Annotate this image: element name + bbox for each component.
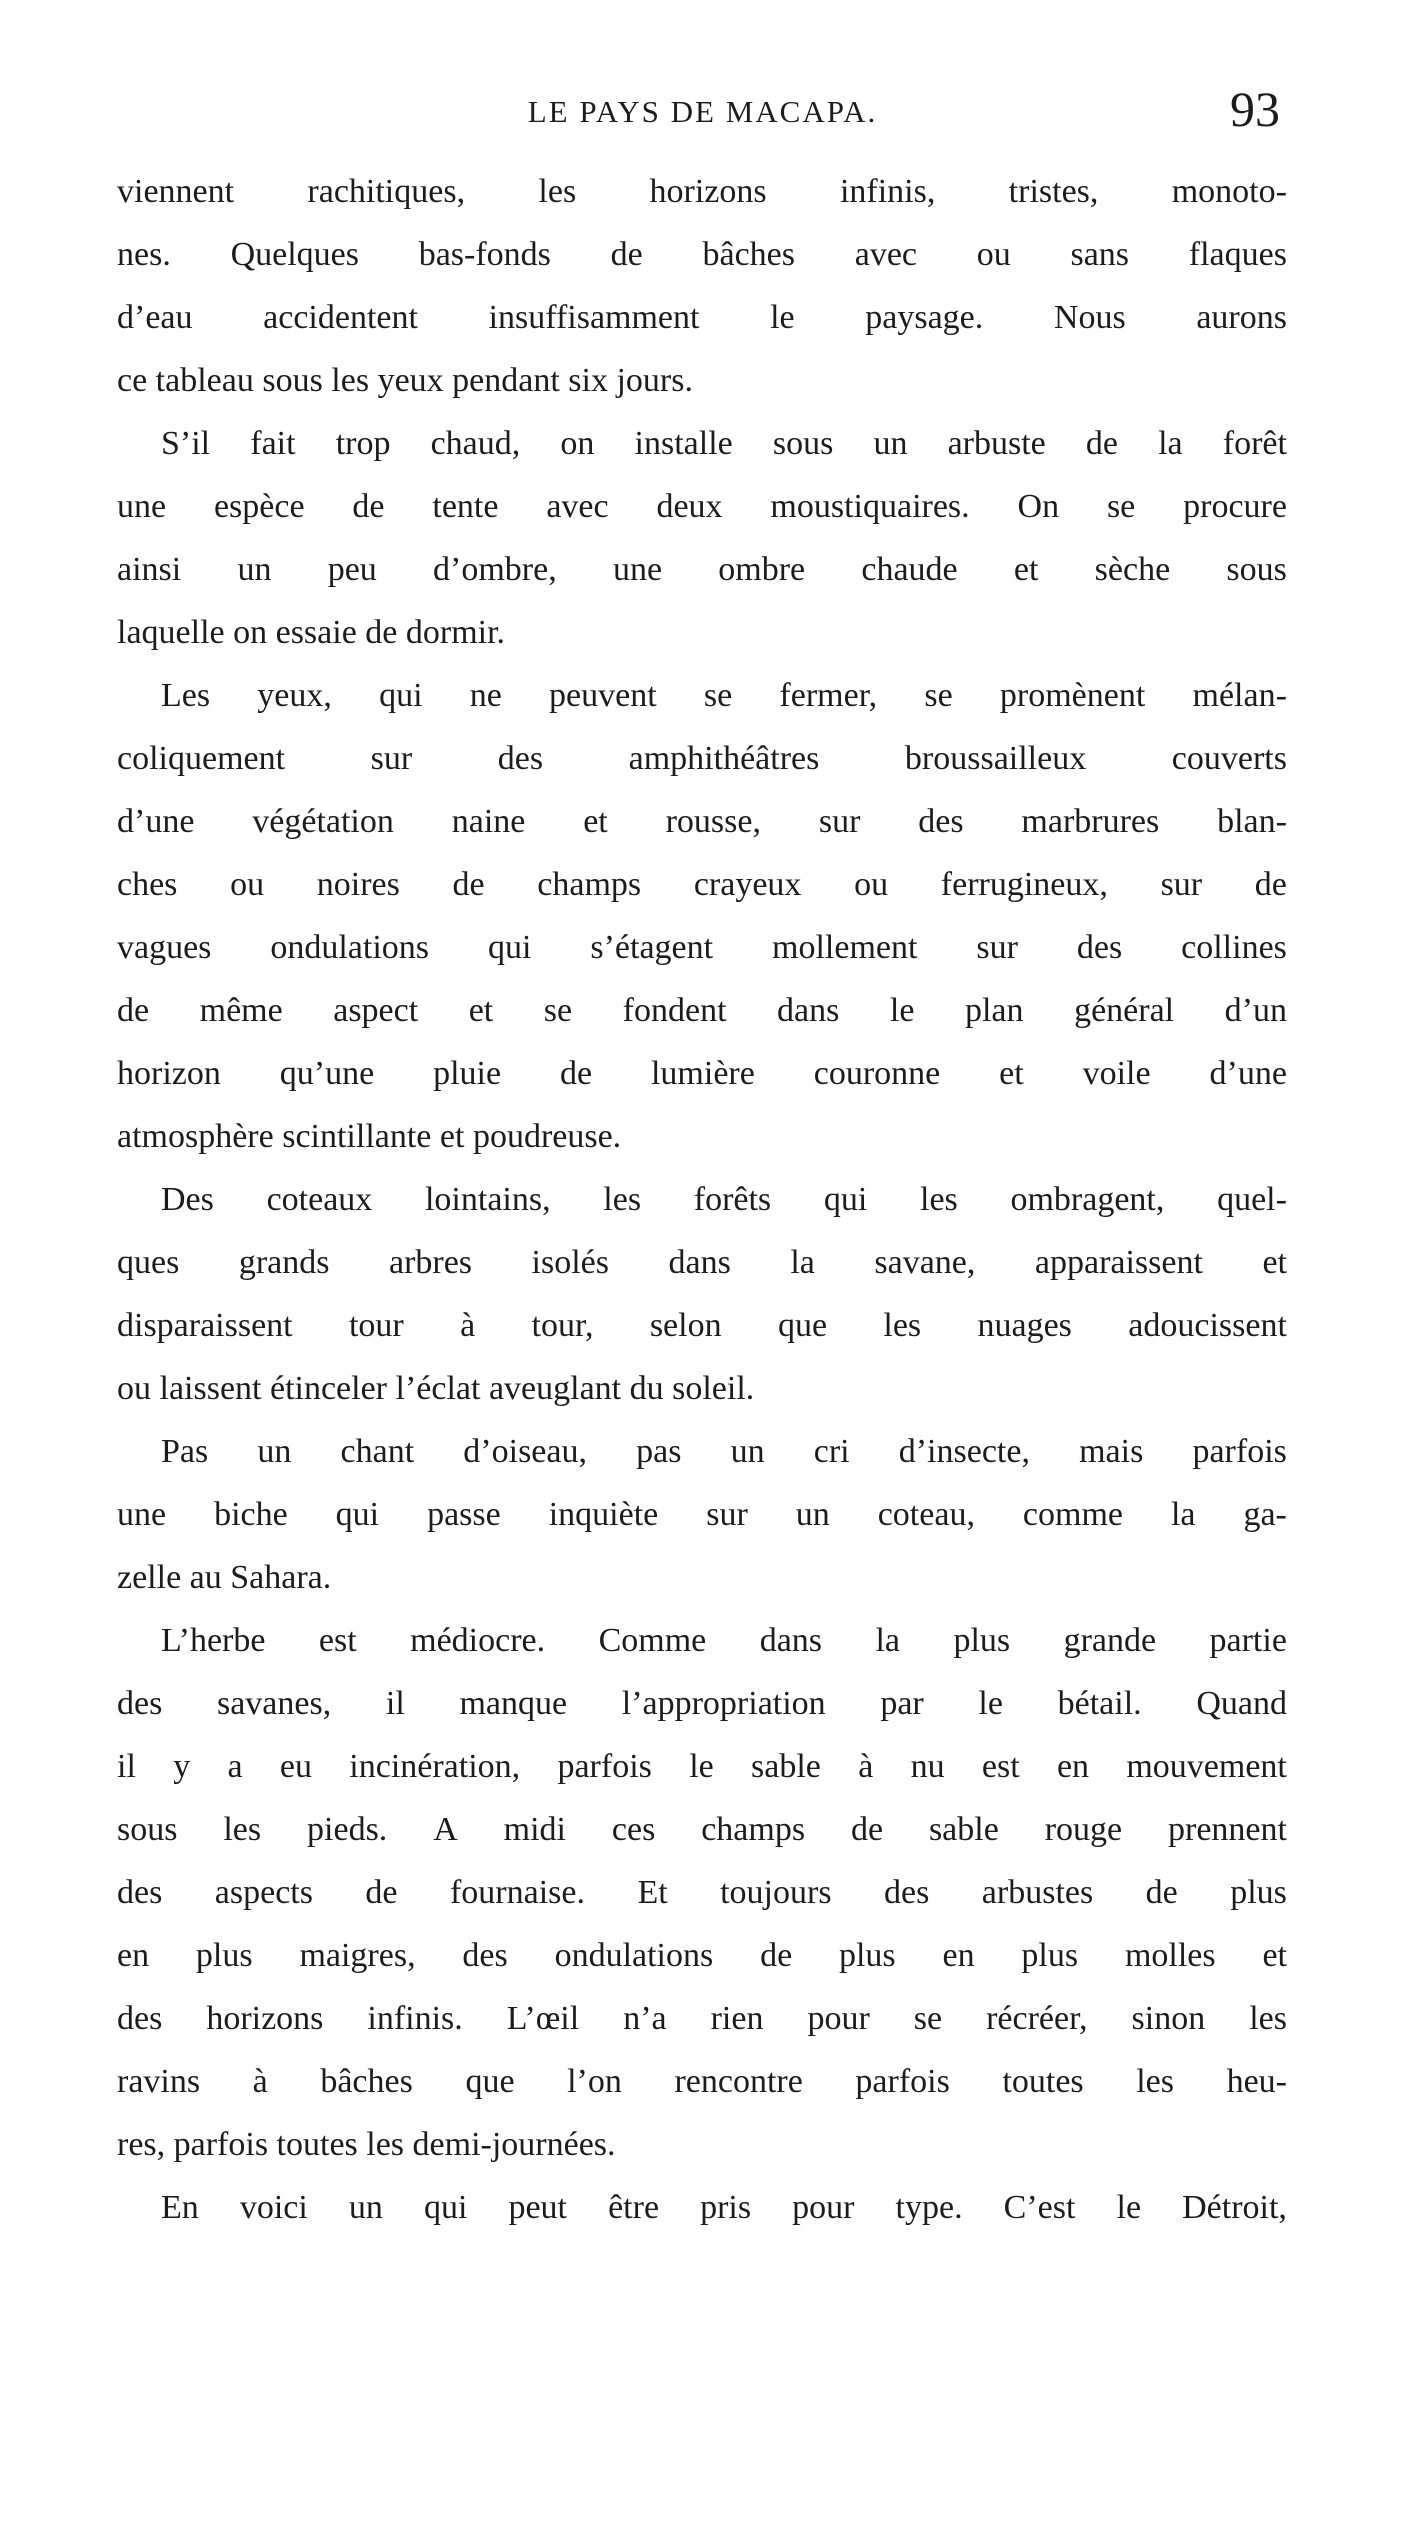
running-title: LE PAYS DE MACAPA. <box>527 94 878 129</box>
word: de <box>1145 1874 1178 1911</box>
word: horizons <box>206 2000 324 2037</box>
word: fournaise. <box>449 1874 585 1911</box>
word: prennent <box>1168 1811 1287 1848</box>
word: lumière <box>650 1055 755 1092</box>
word: les <box>538 173 577 210</box>
word: nu <box>910 1748 945 1785</box>
word: arbustes <box>981 1874 1094 1911</box>
text-line <box>117 853 1287 916</box>
word: maigres, <box>299 1937 416 1974</box>
word: y <box>173 1748 191 1785</box>
word: tour, <box>531 1307 594 1344</box>
text-line <box>117 1987 1287 2050</box>
word: eu <box>279 1748 312 1785</box>
word: de <box>1254 866 1287 903</box>
word: pluie <box>433 1055 502 1092</box>
word: midi <box>503 1811 566 1848</box>
word: l’appropriation <box>621 1685 826 1722</box>
word: on <box>560 425 595 462</box>
word: plus <box>1230 1874 1287 1911</box>
word: des <box>117 1685 163 1722</box>
word: ou <box>976 236 1011 273</box>
word: fermer, <box>779 677 878 714</box>
word: de <box>352 488 385 525</box>
word: aurons <box>1196 299 1287 336</box>
word: des <box>497 740 544 777</box>
word: des <box>462 1937 508 1974</box>
word: de <box>1085 425 1118 462</box>
word: apparaissent <box>1034 1244 1203 1281</box>
word: S’il <box>161 425 211 462</box>
word: deux <box>656 488 723 525</box>
word: coteaux <box>266 1181 373 1218</box>
word: ferrugineux, <box>940 866 1108 903</box>
word: nes. <box>117 236 171 273</box>
word: en <box>117 1937 150 1974</box>
word: sur <box>818 803 861 840</box>
word: s’étagent <box>590 929 714 966</box>
text-line <box>117 2176 1287 2239</box>
word: général <box>1074 992 1175 1029</box>
word: ainsi <box>117 551 182 588</box>
word: toujours <box>720 1874 832 1911</box>
text-line <box>117 790 1287 853</box>
word: ombre <box>718 551 806 588</box>
word: et <box>999 1055 1024 1092</box>
word: yeux, <box>257 677 332 714</box>
word: plus <box>838 1937 896 1974</box>
word: d’oiseau, <box>463 1433 587 1470</box>
word: lointains, <box>424 1181 551 1218</box>
word: le <box>1116 2189 1142 2226</box>
word: des <box>884 1874 930 1911</box>
word: a <box>227 1748 243 1785</box>
word: ces <box>611 1811 656 1848</box>
word: naine <box>451 803 526 840</box>
word: les <box>1249 2000 1287 2037</box>
text-line <box>117 1168 1287 1231</box>
word: le <box>689 1748 714 1785</box>
word: plan <box>964 992 1024 1029</box>
word: dans <box>759 1622 823 1659</box>
page-number: 93 <box>1230 81 1280 137</box>
word: mélan- <box>1192 677 1287 714</box>
word: ques <box>117 1244 180 1281</box>
word: installe <box>634 425 733 462</box>
word: plus <box>1021 1937 1079 1974</box>
word: quel- <box>1217 1181 1287 1218</box>
text-line <box>117 223 1287 286</box>
word: d’eau <box>117 299 193 336</box>
word: d’une <box>1209 1055 1287 1092</box>
word: végétation <box>252 803 394 840</box>
word: plus <box>953 1622 1011 1659</box>
word: sur <box>1160 866 1203 903</box>
word: insuffisamment <box>488 299 700 336</box>
word: grande <box>1063 1622 1157 1659</box>
word: des <box>1076 929 1123 966</box>
word: L’herbe <box>161 1622 266 1659</box>
word: n’a <box>623 2000 667 2037</box>
word: sur <box>706 1496 748 1533</box>
word: il <box>117 1748 136 1785</box>
word: se <box>543 992 573 1029</box>
word: horizons <box>649 173 767 210</box>
word: dans <box>777 992 840 1029</box>
word: rouge <box>1044 1811 1123 1848</box>
word: une <box>117 1496 167 1533</box>
text-line: ce tableau sous les yeux pendant six jours. <box>117 362 693 399</box>
word: en <box>1056 1748 1090 1785</box>
text-line: zelle au Sahara. <box>117 1559 332 1596</box>
word: et <box>468 992 494 1029</box>
word: pas <box>636 1433 682 1470</box>
word: monoto- <box>1171 173 1287 210</box>
word: coliquement <box>117 740 286 777</box>
text-line <box>117 1735 1287 1798</box>
word: sous <box>117 1811 178 1848</box>
word: dans <box>668 1244 731 1281</box>
word: couronne <box>813 1055 941 1092</box>
text-line <box>117 1672 1287 1735</box>
word: avec <box>854 236 918 273</box>
word: les <box>603 1181 642 1218</box>
word: ou <box>230 866 265 903</box>
word: ne <box>469 677 502 714</box>
word: se <box>913 2000 943 2037</box>
word: un <box>348 2189 383 2226</box>
word: grands <box>238 1244 330 1281</box>
word: sinon <box>1131 2000 1206 2037</box>
word: mollement <box>772 929 918 966</box>
word: et <box>1013 551 1039 588</box>
word: des <box>918 803 964 840</box>
text-line <box>117 1798 1287 1861</box>
word: plus <box>195 1937 253 1974</box>
word: qu’une <box>279 1055 375 1092</box>
word: chant <box>340 1433 415 1470</box>
text-line: res, parfois toutes les demi-journées. <box>117 2126 616 2163</box>
word: un <box>237 551 272 588</box>
word: le <box>978 1685 1003 1722</box>
word: avec <box>546 488 609 525</box>
word: un <box>257 1433 292 1470</box>
word: couverts <box>1171 740 1287 777</box>
word: horizon <box>117 1055 221 1092</box>
word: à <box>858 1748 874 1785</box>
word: une <box>117 488 167 525</box>
word: récréer, <box>986 2000 1088 2037</box>
word: des <box>117 1874 163 1911</box>
word: arbuste <box>947 425 1046 462</box>
word: Pas <box>161 1433 209 1470</box>
word: pris <box>700 2189 752 2226</box>
word: selon <box>649 1307 722 1344</box>
text-line <box>117 160 1287 223</box>
word: être <box>608 2189 660 2226</box>
word: même <box>199 992 283 1029</box>
word: sèche <box>1094 551 1171 588</box>
word: type. <box>895 2189 963 2226</box>
word: Quelques <box>230 236 359 273</box>
word: collines <box>1181 929 1287 966</box>
word: amphithéâtres <box>628 740 820 777</box>
word: des <box>117 2000 163 2037</box>
word: une <box>612 551 663 588</box>
word: de <box>452 866 485 903</box>
word: et <box>1262 1244 1287 1281</box>
word: pour <box>807 2000 870 2037</box>
word: molles <box>1124 1937 1216 1974</box>
word: rien <box>710 2000 764 2037</box>
word: de <box>365 1874 398 1911</box>
text-line <box>117 538 1287 601</box>
word: sans <box>1070 236 1130 273</box>
word: viennent <box>117 173 235 210</box>
word: peuvent <box>549 677 657 714</box>
word: d’insecte, <box>898 1433 1030 1470</box>
word: cri <box>813 1433 850 1470</box>
word: partie <box>1209 1622 1287 1659</box>
word: sable <box>928 1811 999 1848</box>
word: incinération, <box>349 1748 521 1785</box>
word: champs <box>537 866 642 903</box>
word: Des <box>161 1181 214 1218</box>
word: il <box>385 1685 405 1722</box>
text-line <box>117 1924 1287 1987</box>
word: tente <box>432 488 499 525</box>
word: ravins <box>117 2063 201 2100</box>
word: peut <box>508 2189 568 2226</box>
word: promènent <box>999 677 1146 714</box>
text-line <box>117 1483 1287 1546</box>
word: peu <box>327 551 377 588</box>
text-line <box>117 412 1287 475</box>
word: Détroit, <box>1182 2189 1287 2226</box>
word: moustiquaires. <box>770 488 970 525</box>
text-line <box>117 664 1287 727</box>
text-line <box>117 1042 1287 1105</box>
word: parfois <box>1192 1433 1287 1470</box>
word: Quand <box>1196 1685 1287 1722</box>
word: qui <box>487 929 532 966</box>
word: Et <box>637 1874 668 1911</box>
word: coteau, <box>877 1496 975 1533</box>
text-line <box>117 1231 1287 1294</box>
word: savane, <box>874 1244 976 1281</box>
word: L’œil <box>506 2000 580 2037</box>
word: à <box>252 2063 268 2100</box>
word: tristes, <box>1008 173 1099 210</box>
word: accidentent <box>263 299 418 336</box>
word: ches <box>117 866 178 903</box>
word: qui <box>423 2189 468 2226</box>
word: ombragent, <box>1010 1181 1165 1218</box>
word: un <box>795 1496 830 1533</box>
word: que <box>777 1307 828 1344</box>
word: aspects <box>214 1874 313 1911</box>
word: adoucissent <box>1128 1307 1287 1344</box>
word: se <box>1106 488 1136 525</box>
word: mouvement <box>1126 1748 1287 1785</box>
word: forêt <box>1222 425 1287 462</box>
word: la <box>1170 1496 1196 1533</box>
word: A <box>433 1811 458 1848</box>
word: arbres <box>388 1244 473 1281</box>
text-line <box>117 1294 1287 1357</box>
word: noires <box>316 866 400 903</box>
word: Comme <box>598 1622 707 1659</box>
word: la <box>875 1622 900 1659</box>
body-text <box>117 160 1287 2239</box>
word: ga- <box>1243 1496 1287 1533</box>
text-line: atmosphère scintillante et poudreuse. <box>117 1118 622 1155</box>
word: qui <box>823 1181 868 1218</box>
word: rencontre <box>674 2063 803 2100</box>
word: de <box>760 1937 793 1974</box>
word: est <box>981 1748 1020 1785</box>
word: espèce <box>213 488 305 525</box>
text-line <box>117 1861 1287 1924</box>
word: les <box>223 1811 262 1848</box>
word: bâches <box>320 2063 413 2100</box>
word: nuages <box>977 1307 1072 1344</box>
word: infinis. <box>367 2000 463 2037</box>
word: d’une <box>117 803 195 840</box>
word: pour <box>792 2189 855 2226</box>
word: flaques <box>1188 236 1287 273</box>
text-line <box>117 916 1287 979</box>
word: procure <box>1183 488 1287 525</box>
word: inquiète <box>548 1496 659 1533</box>
text-line <box>117 475 1287 538</box>
word: et <box>583 803 608 840</box>
word: paysage. <box>865 299 984 336</box>
word: forêts <box>693 1181 772 1218</box>
word: biche <box>214 1496 288 1533</box>
word: les <box>920 1181 958 1218</box>
word: sous <box>772 425 834 462</box>
text-line <box>117 286 1287 349</box>
word: tour <box>348 1307 404 1344</box>
word: heu- <box>1226 2063 1287 2100</box>
word: passe <box>427 1496 501 1533</box>
word: par <box>880 1685 924 1722</box>
text-line <box>117 1609 1287 1672</box>
word: manque <box>459 1685 568 1722</box>
word: de <box>559 1055 593 1092</box>
word: de <box>117 992 150 1029</box>
word: de <box>610 236 643 273</box>
word: ondulations <box>270 929 430 966</box>
word: crayeux <box>693 866 802 903</box>
word: pieds. <box>307 1811 388 1848</box>
word: sous <box>1226 551 1287 588</box>
word: sur <box>370 740 413 777</box>
word: broussailleux <box>904 740 1087 777</box>
word: mais <box>1079 1433 1144 1470</box>
word: chaud, <box>430 425 521 462</box>
word: le <box>770 299 795 336</box>
word: un <box>730 1433 765 1470</box>
word: disparaissent <box>117 1307 293 1344</box>
word: que <box>465 2063 515 2100</box>
word: un <box>873 425 908 462</box>
word: parfois <box>557 1748 652 1785</box>
word: voici <box>239 2189 308 2226</box>
word: rachitiques, <box>307 173 466 210</box>
word: chaude <box>861 551 958 588</box>
word: infinis, <box>839 173 936 210</box>
word: blan- <box>1217 803 1287 840</box>
word: médiocre. <box>410 1622 546 1659</box>
word: Les <box>161 677 211 714</box>
word: la <box>1158 425 1183 462</box>
word: à <box>460 1307 476 1344</box>
word: isolés <box>531 1244 609 1281</box>
word: et <box>1262 1937 1287 1974</box>
word: de <box>850 1811 884 1848</box>
word: champs <box>701 1811 806 1848</box>
word: fondent <box>622 992 727 1029</box>
word: ondulations <box>554 1937 714 1974</box>
word: la <box>790 1244 815 1281</box>
word: trop <box>335 425 391 462</box>
word: en <box>942 1937 975 1974</box>
word: bâches <box>702 236 795 273</box>
word: qui <box>379 677 423 714</box>
word: les <box>883 1307 922 1344</box>
word: On <box>1017 488 1060 525</box>
word: C’est <box>1003 2189 1076 2226</box>
word: se <box>924 677 953 714</box>
text-line <box>117 1420 1287 1483</box>
word: savanes, <box>216 1685 332 1722</box>
word: l’on <box>567 2063 622 2100</box>
word: qui <box>335 1496 380 1533</box>
text-line <box>117 979 1287 1042</box>
word: le <box>889 992 915 1029</box>
word: vagues <box>117 929 212 966</box>
word: ou <box>854 866 889 903</box>
word: est <box>318 1622 357 1659</box>
word: comme <box>1022 1496 1123 1533</box>
text-line: laquelle on essaie de dormir. <box>117 614 506 651</box>
word: parfois <box>855 2063 950 2100</box>
word: se <box>703 677 733 714</box>
text-line <box>117 2050 1287 2113</box>
text-line: ou laissent étinceler l’éclat aveuglant du soleil. <box>117 1370 755 1407</box>
word: fait <box>250 425 296 462</box>
word: sable <box>751 1748 821 1785</box>
word: voile <box>1082 1055 1151 1092</box>
text-line <box>117 727 1287 790</box>
word: marbrures <box>1021 803 1160 840</box>
word: sur <box>976 929 1018 966</box>
word: les <box>1136 2063 1174 2100</box>
word: bétail. <box>1057 1685 1142 1722</box>
word: aspect <box>333 992 419 1029</box>
word: Nous <box>1053 299 1126 336</box>
page-header <box>115 81 1290 160</box>
word: rousse, <box>665 803 761 840</box>
word: bas-fonds <box>418 236 551 273</box>
word: d’un <box>1224 992 1287 1029</box>
word: En <box>161 2189 199 2226</box>
word: d’ombre, <box>433 551 557 588</box>
word: toutes <box>1002 2063 1084 2100</box>
